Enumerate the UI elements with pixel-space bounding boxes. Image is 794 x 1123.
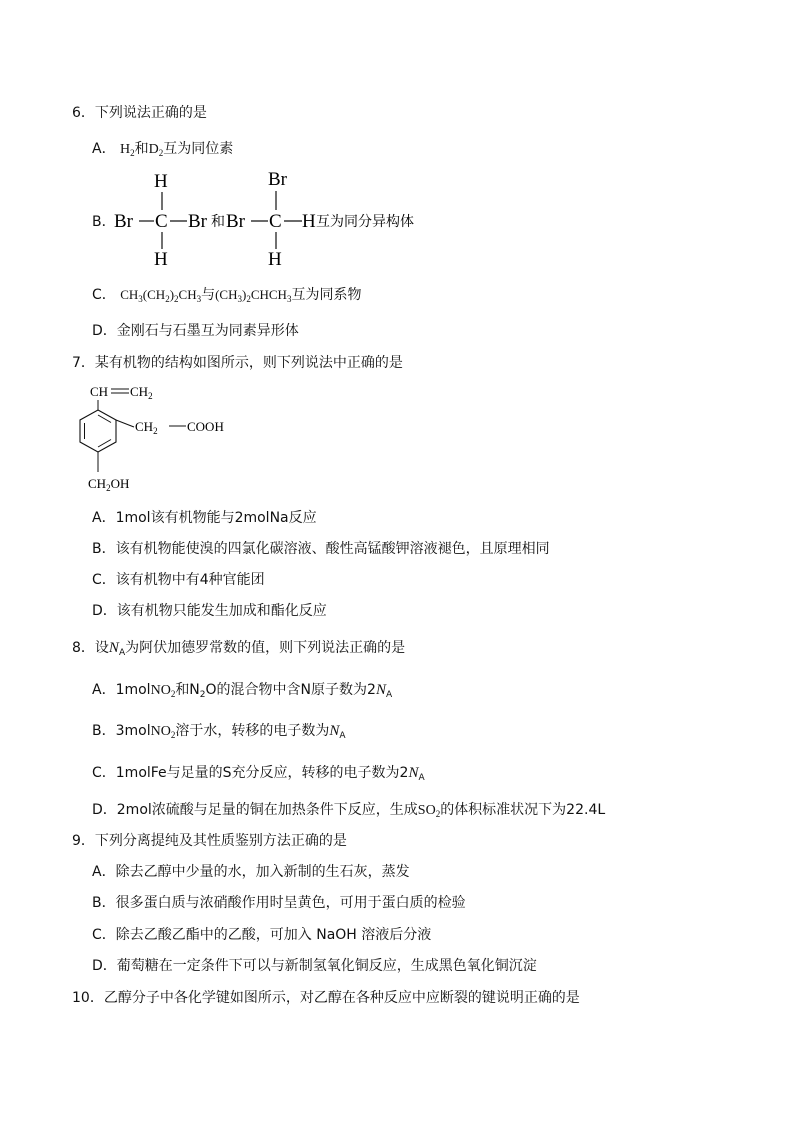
q7-stem: 7．某有机物的结构如图所示，则下列说法中正确的是 bbox=[72, 355, 403, 371]
q6-option-c: C． $CH_3(CH_2)_2CH_3$与$(CH_3)_2CHCH_3$互为同系物 bbox=[92, 287, 362, 304]
q6-mol2-bottom: H bbox=[268, 249, 282, 270]
q6-b-tail: 互为同分异构体 bbox=[316, 214, 414, 230]
svg-text:CH: CH bbox=[90, 384, 109, 399]
q8-option-d: D．2mol浓硫酸与足量的铜在加热条件下反应，生成$SO_2$的体积标准状况下为22.4L bbox=[92, 802, 606, 819]
q6-mol2-right: H bbox=[302, 211, 316, 232]
q7-option-c: C．该有机物中有4种官能团 bbox=[92, 572, 265, 588]
q8-option-c: C．1molFe与足量的S充分反应，转移的电子数为$2N_A$ bbox=[92, 765, 425, 783]
q6-molecule-2 bbox=[226, 169, 316, 270]
svg-text:CH2: $CH_2$ bbox=[130, 384, 153, 401]
q6-mol1-top: H bbox=[154, 171, 168, 192]
q7-option-d: D．该有机物只能发生加成和酯化反应 bbox=[92, 603, 327, 619]
q6-stem: 6．下列说法正确的是 bbox=[72, 105, 207, 121]
svg-text:CH2: $CH_2$ bbox=[135, 419, 158, 436]
svg-text:COOH: COOH bbox=[187, 419, 224, 434]
q6-mol1-right: Br bbox=[188, 211, 207, 232]
q6-mol1-left: Br bbox=[114, 211, 133, 232]
q8-option-a: A．1molNO$_2$和$N_2O$的混合物中含N原子数为$2N_A$ bbox=[92, 682, 393, 700]
q9-option-a: A．除去乙醇中少量的水，加入新制的生石灰，蒸发 bbox=[92, 864, 410, 880]
q8-option-b: B．3molNO$_2$溶于水，转移的电子数为$N_A$ bbox=[92, 723, 346, 741]
q9-option-d: D．葡萄糖在一定条件下可以与新制氢氧化铜反应，生成黑色氧化铜沉淀 bbox=[92, 958, 537, 974]
q9-stem: 9．下列分离提纯及其性质鉴别方法正确的是 bbox=[72, 833, 347, 849]
q6-mol2-top: Br bbox=[268, 169, 287, 190]
q7-option-a: A．1mol该有机物能与2molNa反应 bbox=[92, 510, 317, 526]
q6-option-b-structures bbox=[110, 168, 430, 270]
q6-molecule-1 bbox=[114, 171, 208, 270]
q7-structure-diagram bbox=[66, 380, 256, 498]
q6-mol1-center: C bbox=[155, 211, 168, 232]
q6-mol1-bottom: H bbox=[154, 249, 168, 270]
q6-b-and: 和 bbox=[211, 214, 225, 230]
q9-option-c: C．除去乙酸乙酯中的乙酸，可加入 NaOH 溶液后分液 bbox=[92, 927, 432, 943]
q6-b-label: B． bbox=[92, 214, 116, 230]
q6-option-d: D．金刚石与石墨互为同素异形体 bbox=[92, 323, 299, 339]
q8-stem: 8．设$N_A$为阿伏加德罗常数的值，则下列说法正确的是 bbox=[72, 640, 406, 658]
q6-mol2-center: C bbox=[269, 211, 282, 232]
q6-mol2-left: Br bbox=[226, 211, 245, 232]
q10-stem: 10．乙醇分子中各化学键如图所示，对乙醇在各种反应中应断裂的键说明正确的是 bbox=[72, 990, 580, 1006]
q6-a-label: A． bbox=[92, 141, 116, 157]
svg-text:CH2OH: $CH_2OH$ bbox=[88, 476, 130, 493]
q6-option-a: A． $H_2$和$D_2$互为同位素 bbox=[92, 141, 234, 158]
q7-option-b: B．该有机物能使溴的四氯化碳溶液、酸性高锰酸钾溶液褪色，且原理相同 bbox=[92, 541, 550, 557]
q9-option-b: B．很多蛋白质与浓硝酸作用时呈黄色，可用于蛋白质的检验 bbox=[92, 895, 466, 911]
